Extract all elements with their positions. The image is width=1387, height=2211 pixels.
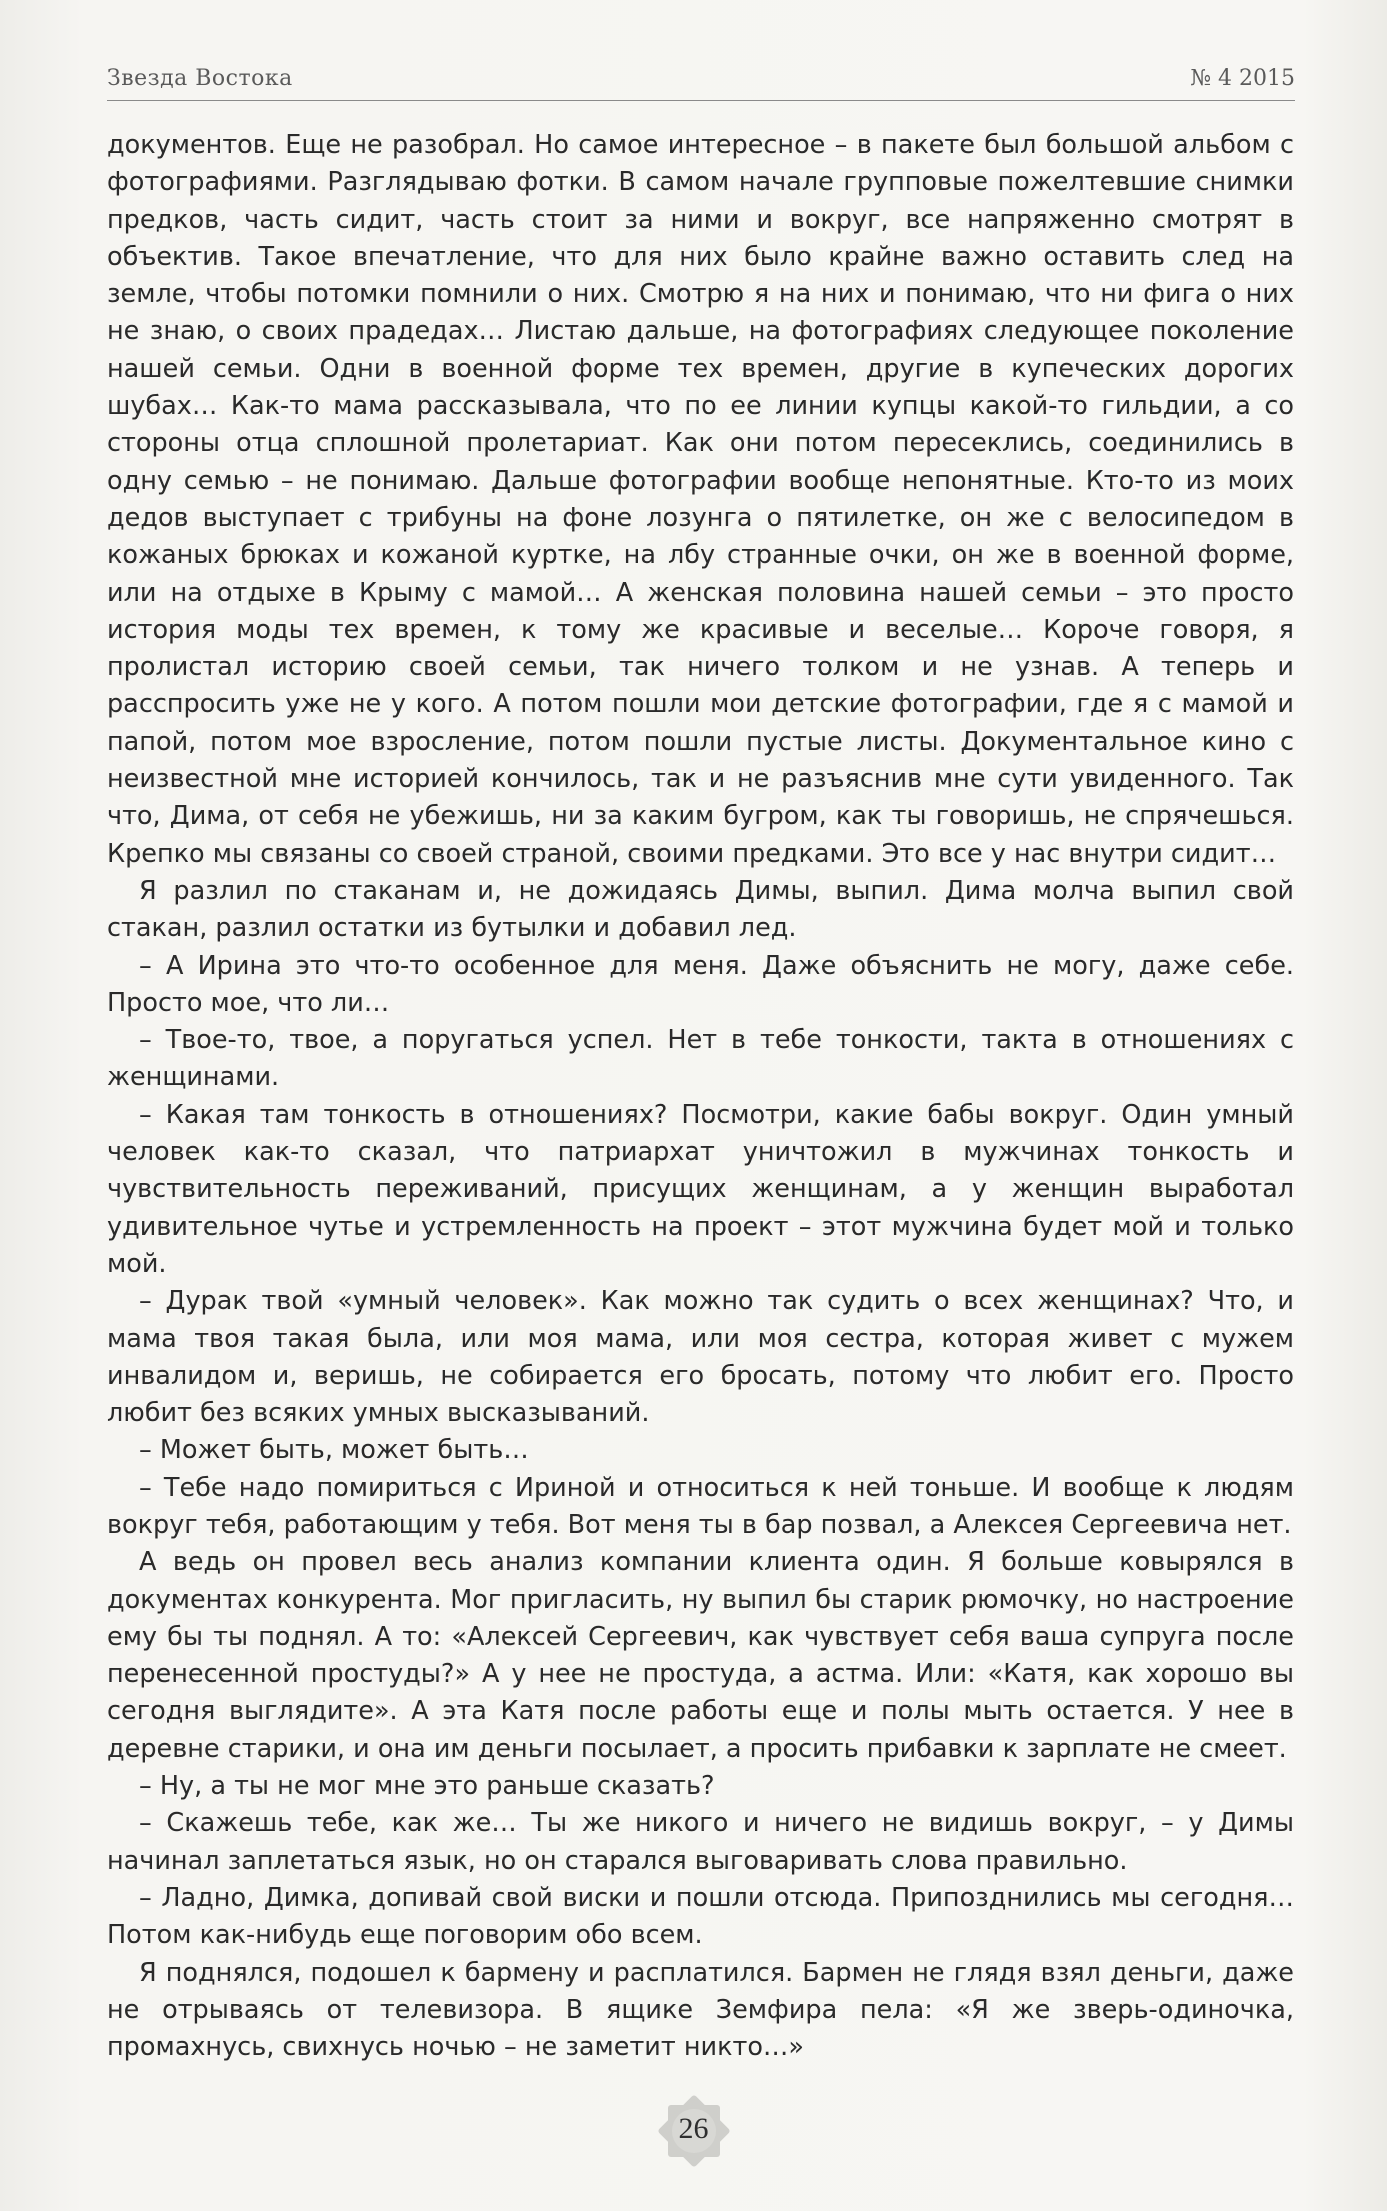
paragraph: – Может быть, может быть… xyxy=(139,1435,529,1466)
header-divider xyxy=(107,100,1295,101)
page-number: 26 xyxy=(678,2112,709,2145)
running-head xyxy=(107,62,1295,102)
journal-title: Звезда Востока xyxy=(107,66,293,91)
paragraph: – Какая там тонкость в отношениях? Посмотри, какие бабы вокруг. Один умный человек как-то сказал, что патриархат уничтожил в мужчинах тонкость и чувствительность переживаний, присущих женщинам, а у женщин выработал удивительное чутье и устремленность на проект – этот мужчина будет мой и только мой. xyxy=(107,1099,1294,1279)
paragraph: – Ну, а ты не мог мне это раньше сказать? xyxy=(139,1771,715,1802)
paragraph: Я разлил по стаканам и, не дожидаясь Димы, выпил. Дима молча выпил свой стакан, разлил остатки из бутылки и добавил лед. xyxy=(107,875,1294,944)
article-body xyxy=(107,127,1294,2066)
issue-number: № 4 2015 xyxy=(1190,66,1295,91)
paragraph: А ведь он провел весь анализ компании клиента один. Я больше ковырялся в документах конкурента. Мог пригласить, ну выпил бы старик рюмочку, но настроение ему бы ты поднял. А то: «Алексей Сергеевич, как чувствует себя ваша супруга после перенесенной простуды?» А у нее не простуда, а астма. Или: «Катя, как хорошо вы сегодня выглядите». А эта Катя после работы еще и полы мыть остается. У нее в деревне старики, и она им деньги посылает, а просить прибавки к зарплате не смеет. xyxy=(107,1547,1294,1764)
paragraph: документов. Еще не разобрал. Но самое интересное – в пакете был большой альбом с фотографиями. Разглядываю фотки. В самом начале групповые пожелтевшие снимки предков, часть сидит, часть стоит за ними и вокруг, все напряженно смотрят в объектив. Такое впечатление, что для них было крайне важно оставить след на земле, чтобы потомки помнили о них. Смотрю я на них и понимаю, что ни фига о них не знаю, о своих прадедах… Листаю дальше, на фотографиях следующее поколение нашей семьи. Одни в военной форме тех времен, другие в купеческих дорогих шубах… Как-то мама рассказывала, что по ее линии купцы какой-то гильдии, а со стороны отца сплошной пролетариат. Как они потом пересеклись, соединились в одну семью – не понимаю. Дальше фотографии вообще непонятные. Кто-то из моих дедов выступает с трибуны на фоне лозунга о пятилетке, он же с велосипедом в кожаных брюках и кожаной куртке, на лбу странные очки, он же в военной форме, или на отдыхе в Крыму с мамой… А женская половина нашей семьи – это просто история моды тех времен, к тому же красивые и веселые… Короче говоря, я пролистал историю своей семьи, так ничего толком и не узнав. А теперь и расспросить уже не у кого. А потом пошли мои детские фотографии, где я с мамой и папой, потом мое взросление, потом пошли пустые листы. Документальное кино с неизвестной мне историей кончилось, так и не разъяснив мне сути увиденного. Так что, Дима, от себя не убежишь, ни за каким бугром, как ты говоришь, не спрячешься. Крепко мы связаны со своей страной, своими предками. Это все у нас внутри сидит… xyxy=(107,130,1294,869)
paragraph: – А Ирина это что-то особенное для меня. Даже объяснить не могу, даже себе. Просто мое, что ли… xyxy=(107,950,1294,1018)
page-number-badge xyxy=(651,2088,737,2174)
paragraph: – Тебе надо помириться с Ириной и относиться к ней тоньше. И вообще к людям вокруг тебя, работающим у тебя. Вот меня ты в бар позвал, а Алексея Сергеевича нет. xyxy=(107,1472,1294,1540)
paragraph: Я поднялся, подошел к бармену и расплатился. Бармен не глядя взял деньги, даже не отрываясь от телевизора. В ящике Земфира пела: «Я же зверь-одиночка, промахнусь, свихнусь ночью – не заметит никто…» xyxy=(107,1957,1294,2063)
paragraph: – Твое-то, твое, а поругаться успел. Нет в тебе тонкости, такта в отношениях с женщинами. xyxy=(107,1025,1294,1093)
paragraph: – Дурак твой «умный человек». Как можно так судить о всех женщинах? Что, и мама твоя такая была, или моя мама, или моя сестра, которая живет с мужем инвалидом и, веришь, не собирается его бросать, потому что любит его. Просто любит без всяких умных высказываний. xyxy=(107,1286,1294,1429)
paragraph: – Ладно, Димка, допивай свой виски и пошли отсюда. Припозднились мы сегодня… Потом как-нибудь еще поговорим обо всем. xyxy=(107,1882,1294,1951)
paragraph: – Скажешь тебе, как же… Ты же никого и ничего не видишь вокруг, – у Димы начинал заплетаться язык, но он старался выговаривать слова правильно. xyxy=(107,1808,1294,1876)
